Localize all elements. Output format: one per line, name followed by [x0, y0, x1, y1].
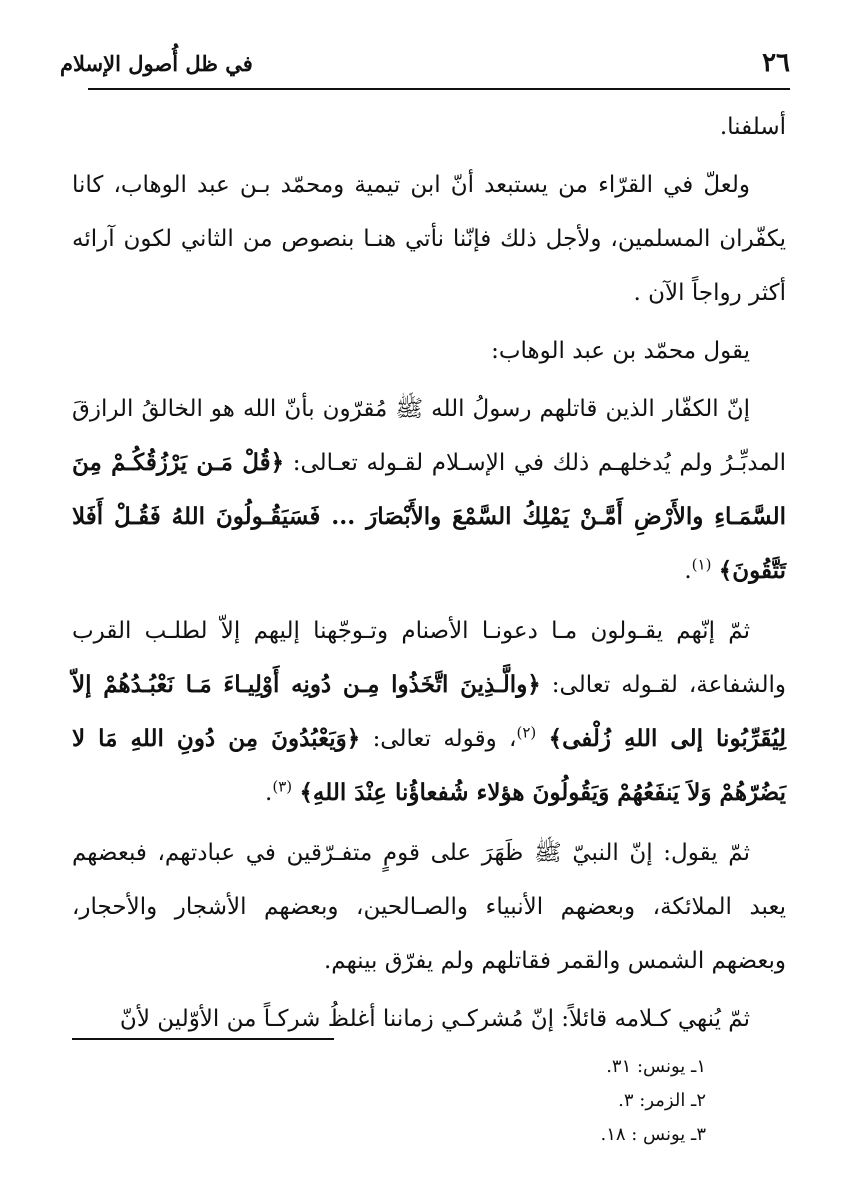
footnote-3: ٣ـ يونس : ١٨.: [600, 1124, 706, 1145]
footnote-2: ٢ـ الزمر: ٣.: [618, 1090, 706, 1111]
paragraph-4-text: إنّ الكفّار الذين قاتلهم رسولُ الله ﷺ مُقرّون بأنّ الله هو الخالقُ الرازقَ المدبِّـرُ ولم يُدخلهـم ذلك في الإسـلام لقـوله تعـالى:: [72, 396, 787, 476]
paragraph-3: يقول محمّد بن عبد الوهاب:: [491, 338, 750, 364]
paragraph-5: [72, 604, 786, 820]
footnote-ref-3: (٣): [272, 777, 293, 796]
paragraph-5-text: ثمّ إنّهم يقـولون مـا دعونـا الأصنام وتـوجّهنا إليهم إلاّ لطلـب القرب والشفاعة، لقـوله تعالى:: [72, 618, 786, 698]
quran-verse-3: ﴿وَيَعْبُدُونَ مِن دُونِ اللهِ مَا لا يَضُرّهُمْ وَلاَ يَنفَعُهُمْ وَيَقُولُونَ هؤلاء شُفعاؤُنا عِنْدَ اللهِ﴾: [72, 725, 786, 806]
quran-verse-2: ﴿والَّـذِينَ اتَّخَذُوا مِـن دُونِه أَوْلِيـاءَ مَـا نَعْبُـدُهُمْ إلاّ لِيُقَرِّبُونا إلى اللهِ زُلْفى﴾: [72, 671, 787, 752]
paragraph-2: ولعلّ في القرّاء من يستبعد أنّ ابن تيمية ومحمّد بـن عبد الوهاب، كانا يكفّران المسلمين، ولأجل ذلك فإنّنا نأتي هنـا بنصوص من الثاني لكون آرائه أكثر رواجاً الآن .: [72, 172, 786, 306]
paragraph-4-end: .: [684, 558, 692, 584]
paragraph-5-end: .: [265, 780, 273, 806]
footnote-ref-1: (١): [691, 555, 712, 574]
paragraph-1: أسلفنا.: [719, 114, 786, 140]
quran-verse-1: ﴿قُلْ مَـن يَرْزُقُكُـمْ مِنَ السَّمَـاءِ والأَرْضِ أَمَّـنْ يَمْلِكُ السَّمْعَ والأَبْصَارَ ... فَسَيَقُـولُونَ اللهُ فَقُـلْ أَفَلا تَتَّقُونَ﴾: [72, 449, 786, 584]
paragraph-5-mid: ، وقوله تعالى:: [372, 726, 517, 752]
page-number: ٢٦: [762, 48, 790, 78]
paragraph-4: [72, 382, 786, 598]
footnote-1: ١ـ يونس: ٣١.: [606, 1056, 706, 1077]
footnote-ref-2: (٢): [516, 723, 537, 742]
running-title: في ظل أُصول الإسلام: [60, 50, 253, 76]
paragraph-7: ثمّ يُنهي كـلامه قائلاً: إنّ مُشركـي زماننا أغلظُ شركـاً من الأوّلين لأنّ: [119, 1006, 750, 1032]
paragraph-6: ثمّ يقول: إنّ النبيّ ﷺ ظَهَرَ على قومٍ متفـرّقين في عبادتهم، فبعضهم يعبد الملائكة، وبعضهم الأنبياء والصـالحين، وبعضهم الأشجار والأحجار، وبعضهم الشمس والقمر فقاتلهم ولم يفرّق بينهم.: [72, 840, 786, 974]
footnotes: [72, 1050, 706, 1152]
footnote-rule: [72, 1038, 334, 1040]
body-text: [72, 100, 786, 1050]
header-rule: [88, 88, 790, 90]
page-header: [60, 40, 790, 86]
